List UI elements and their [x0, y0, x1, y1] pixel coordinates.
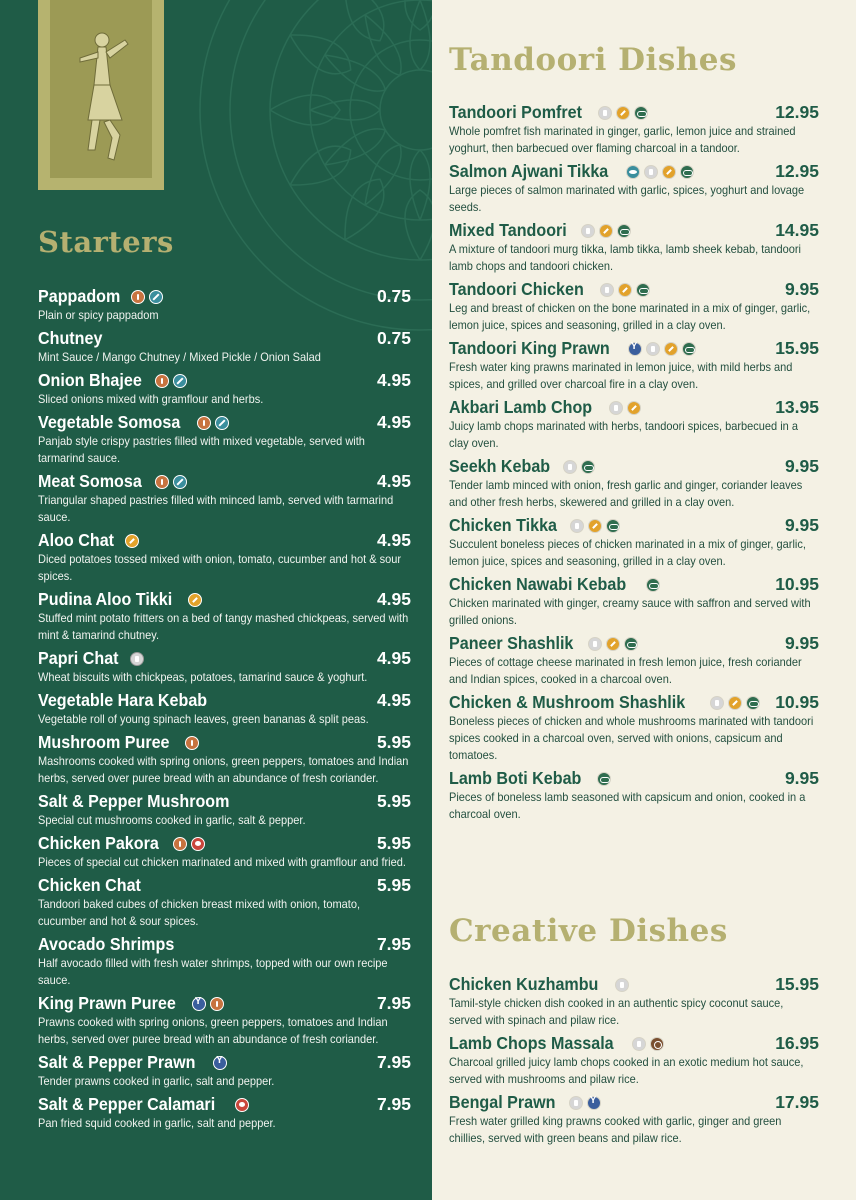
- menu-item-header: [38, 732, 411, 753]
- mild-icon: [624, 637, 638, 651]
- menu-item-description: Mint Sauce / Mango Chutney / Mixed Pickle / Onion Salad: [38, 351, 321, 364]
- milk-icon: [570, 519, 584, 533]
- mustard-icon: [599, 224, 613, 238]
- menu-item: [38, 370, 411, 408]
- menu-item-price: 10.95: [775, 574, 819, 594]
- menu-item-header: [449, 456, 819, 477]
- menu-item-price: 9.95: [784, 768, 819, 788]
- menu-item-price: 7.95: [376, 993, 411, 1013]
- menu-item-description: Fresh water king prawns marinated in lemon juice, with mild herbs and spices, and grilled over charcoal fire in a clay oven.: [449, 361, 793, 391]
- menu-item-price: 5.95: [376, 791, 411, 811]
- dietary-icons: [596, 106, 648, 120]
- menu-item-description: Triangular shaped pastries filled with minced lamb, served with tarmarind sauce.: [38, 494, 394, 524]
- dietary-icons: [153, 475, 187, 489]
- milk-icon: [598, 106, 612, 120]
- mustard-icon: [616, 106, 630, 120]
- menu-item: [38, 286, 411, 324]
- menu-item-name: Lamb Boti Kebab: [449, 768, 582, 788]
- dietary-icons: [123, 534, 139, 548]
- menu-item-header: [449, 397, 819, 418]
- menu-item-name: Chutney: [38, 328, 103, 348]
- soy-icon: [650, 1037, 664, 1051]
- creative-title: Creative Dishes: [449, 913, 728, 949]
- wheat-icon: [131, 290, 145, 304]
- menu-item-description: Large pieces of salmon marinated with garlic, spices, yoghurt and lovage seeds.: [449, 184, 805, 214]
- milk-icon: [569, 1096, 583, 1110]
- menu-item: [449, 397, 819, 452]
- menu-item-name: Akbari Lamb Chop: [449, 397, 593, 417]
- menu-item-description: Boneless pieces of chicken and whole mushrooms marinated with tandoori spices cooked in a charcoal oven, served with onions, capsicum and tomatoes.: [449, 715, 814, 762]
- mild-icon: [646, 578, 660, 592]
- menu-item-price: 16.95: [775, 1033, 819, 1053]
- menu-item-name: Salt & Pepper Mushroom: [38, 791, 230, 811]
- menu-item-description: Plain or spicy pappadom: [38, 309, 159, 322]
- menu-item-header: [38, 648, 411, 669]
- egg-icon: [191, 837, 205, 851]
- dietary-icons: [129, 290, 163, 304]
- menu-item: [449, 102, 819, 157]
- menu-item-name: Tandoori Chicken: [449, 279, 584, 299]
- menu-item-name: Seekh Kebab: [449, 456, 551, 476]
- menu-item-price: 12.95: [775, 161, 819, 181]
- menu-item: [449, 974, 819, 1029]
- dancer-illustration-frame: [38, 0, 164, 190]
- starters-title: Starters: [38, 225, 174, 259]
- menu-item-description: Wheat biscuits with chickpeas, potatoes, tamarind sauce & yoghurt.: [38, 671, 368, 684]
- milk-icon: [600, 283, 614, 297]
- menu-item-description: Vegetable roll of young spinach leaves, green bananas & split peas.: [38, 713, 369, 726]
- mild-icon: [746, 696, 760, 710]
- menu-item-header: [449, 1033, 819, 1054]
- menu-item-header: [449, 279, 819, 300]
- menu-item-header: [449, 974, 819, 995]
- menu-item-header: [38, 471, 411, 492]
- starters-list: [38, 286, 411, 1136]
- fish-icon: [626, 165, 640, 179]
- wheat-icon: [185, 736, 199, 750]
- dietary-icons: [171, 837, 205, 851]
- menu-item-description: Pieces of special cut chicken marinated and mixed with gramflour and fried.: [38, 856, 406, 869]
- menu-item: [38, 934, 411, 989]
- menu-item-price: 15.95: [775, 974, 819, 994]
- milk-icon: [710, 696, 724, 710]
- menu-item-name: Chicken Kuzhambu: [449, 974, 599, 994]
- mild-icon: [634, 106, 648, 120]
- menu-item-price: 5.95: [376, 732, 411, 752]
- menu-item-header: [449, 574, 819, 595]
- menu-item-name: Chicken Tikka: [449, 515, 557, 535]
- menu-item: [449, 1092, 819, 1147]
- menu-item-name: Chicken & Mushroom Shashlik: [449, 692, 686, 712]
- wheat-icon: [197, 416, 211, 430]
- menu-item: [38, 530, 411, 585]
- menu-item-header: [449, 1092, 819, 1113]
- menu-item-price: 14.95: [775, 220, 819, 240]
- menu-item-description: Pieces of cottage cheese marinated in fresh lemon juice, fresh coriander and Indian spices, cooked in a charcoal oven.: [449, 656, 802, 686]
- menu-item-description: Special cut mushrooms cooked in garlic, salt & pepper.: [38, 814, 306, 827]
- shellfish-icon: [192, 997, 206, 1011]
- dietary-icons: [183, 736, 199, 750]
- menu-item-header: [449, 102, 819, 123]
- menu-item: [449, 515, 819, 570]
- menu-item-name: Lamb Chops Massala: [449, 1033, 614, 1053]
- mustard-icon: [606, 637, 620, 651]
- dietary-icons: [233, 1098, 249, 1112]
- menu-item-price: 5.95: [376, 833, 411, 853]
- menu-item-name: Mixed Tandoori: [449, 220, 567, 240]
- menu-item-description: Tamil-style chicken dish cooked in an authentic spicy coconut sauce, served with spinach and pilaw rice.: [449, 997, 784, 1027]
- dietary-icons: [598, 283, 650, 297]
- menu-item-header: [38, 1094, 411, 1115]
- menu-item: [449, 220, 819, 275]
- menu-item-description: Diced potatoes tossed mixed with onion, tomato, cucumber and hot & sour spices.: [38, 553, 402, 583]
- menu-item: [449, 692, 819, 764]
- menu-item-header: [449, 220, 819, 241]
- menu-item-description: Prawns cooked with spring onions, green peppers, tomatoes and Indian herbs, served over puree bread with an abundance of fresh coriander.: [38, 1016, 388, 1046]
- menu-item-header: [449, 515, 819, 536]
- nut-icon: [149, 290, 163, 304]
- menu-item: [38, 1094, 411, 1132]
- mild-icon: [680, 165, 694, 179]
- wheat-icon: [155, 475, 169, 489]
- menu-item-description: Tender lamb minced with onion, fresh garlic and ginger, coriander leaves and other fresh herbs, skewered and grilled in a clay oven.: [449, 479, 803, 509]
- mustard-icon: [188, 593, 202, 607]
- menu-item: [38, 589, 411, 644]
- menu-item-price: 10.95: [775, 692, 819, 712]
- menu-item-header: [38, 791, 411, 812]
- wheat-icon: [155, 374, 169, 388]
- shellfish-icon: [628, 342, 642, 356]
- egg-icon: [235, 1098, 249, 1112]
- menu-item-header: [38, 370, 411, 391]
- dietary-icons: [561, 460, 595, 474]
- mustard-icon: [588, 519, 602, 533]
- dietary-icons: [190, 997, 224, 1011]
- menu-item-price: 7.95: [376, 934, 411, 954]
- menu-item-price: 9.95: [784, 633, 819, 653]
- mustard-icon: [618, 283, 632, 297]
- menu-item-price: 13.95: [775, 397, 819, 417]
- menu-item-price: 5.95: [376, 875, 411, 895]
- menu-item-header: [449, 692, 819, 713]
- menu-item-header: [38, 589, 411, 610]
- menu-item-name: King Prawn Puree: [38, 993, 176, 1013]
- milk-icon: [646, 342, 660, 356]
- menu-item: [38, 732, 411, 787]
- menu-item: [449, 768, 819, 823]
- menu-item-description: Chicken marinated with ginger, creamy sauce with saffron and served with grilled onions.: [449, 597, 811, 627]
- menu-item-price: 7.95: [376, 1094, 411, 1114]
- menu-item-header: [38, 875, 411, 896]
- mild-icon: [636, 283, 650, 297]
- menu-item-name: Salt & Pepper Prawn: [38, 1052, 196, 1072]
- menu-item-name: Tandoori Pomfret: [449, 102, 582, 122]
- menu-item: [38, 833, 411, 871]
- menu-item: [38, 648, 411, 686]
- menu-item-name: Tandoori King Prawn: [449, 338, 610, 358]
- menu-item-name: Vegetable Hara Kebab: [38, 690, 208, 710]
- dietary-icons: [586, 637, 638, 651]
- milk-icon: [130, 652, 144, 666]
- dietary-icons: [128, 652, 144, 666]
- menu-item-description: Succulent boneless pieces of chicken marinated in a mix of ginger, garlic, lemon juice, spices and seasoning, grilled in a clay oven.: [449, 538, 806, 568]
- menu-item-price: 4.95: [376, 471, 411, 491]
- menu-item-header: [38, 993, 411, 1014]
- menu-item-header: [38, 286, 411, 307]
- mustard-icon: [664, 342, 678, 356]
- menu-item-description: Mashrooms cooked with spring onions, green peppers, tomatoes and Indian herbs, served over puree bread with an abundance of fresh coriander.: [38, 755, 409, 785]
- dietary-icons: [626, 342, 696, 356]
- menu-item-price: 0.75: [376, 286, 411, 306]
- menu-item-name: Chicken Nawabi Kebab: [449, 574, 627, 594]
- menu-item: [38, 412, 411, 467]
- menu-item-name: Chicken Pakora: [38, 833, 159, 853]
- menu-item-header: [38, 328, 411, 349]
- mustard-icon: [728, 696, 742, 710]
- menu-item-price: 9.95: [784, 456, 819, 476]
- menu-item: [449, 456, 819, 511]
- menu-item-name: Bengal Prawn: [449, 1092, 556, 1112]
- milk-icon: [609, 401, 623, 415]
- menu-item-description: Half avocado filled with fresh water shrimps, topped with our own recipe sauce.: [38, 957, 388, 987]
- menu-item: [449, 1033, 819, 1088]
- tandoori-list: [449, 102, 819, 827]
- menu-item-price: 4.95: [376, 530, 411, 550]
- menu-item-header: [38, 934, 411, 955]
- menu-item-header: [38, 530, 411, 551]
- menu-item: [38, 875, 411, 930]
- menu-item-name: Salt & Pepper Calamari: [38, 1094, 216, 1114]
- menu-item: [38, 1052, 411, 1090]
- menu-item-price: 4.95: [376, 648, 411, 668]
- menu-item-description: Pieces of boneless lamb seasoned with capsicum and onion, cooked in a charcoal oven.: [449, 791, 806, 821]
- menu-item-name: Pappadom: [38, 286, 121, 306]
- menu-item-name: Papri Chat: [38, 648, 119, 668]
- menu-item-name: Pudina Aloo Tikki: [38, 589, 173, 609]
- menu-item-name: Aloo Chat: [38, 530, 115, 550]
- menu-item: [449, 338, 819, 393]
- menu-item-description: Stuffed mint potato fritters on a bed of tangy mashed chickpeas, served with mint & tamarind chutney.: [38, 612, 409, 642]
- dancer-illustration: [50, 0, 152, 178]
- creative-list: [449, 974, 819, 1151]
- dietary-icons: [567, 1096, 601, 1110]
- menu-item-header: [449, 161, 819, 182]
- menu-item: [38, 471, 411, 526]
- mustard-icon: [662, 165, 676, 179]
- nut-icon: [215, 416, 229, 430]
- menu-item-description: Leg and breast of chicken on the bone marinated in a mix of ginger, garlic, lemon juice, spices and seasoning, grilled in a clay oven.: [449, 302, 811, 332]
- menu-item-name: Chicken Chat: [38, 875, 141, 895]
- menu-item-header: [38, 412, 411, 433]
- menu-item-price: 12.95: [775, 102, 819, 122]
- dietary-icons: [195, 416, 229, 430]
- menu-item-price: 17.95: [775, 1092, 819, 1112]
- menu-item-description: Juicy lamb chops marinated with herbs, tandoori spices, barbecued in a clay oven.: [449, 420, 798, 450]
- mustard-icon: [125, 534, 139, 548]
- shellfish-icon: [213, 1056, 227, 1070]
- milk-icon: [615, 978, 629, 992]
- dietary-icons: [186, 593, 202, 607]
- dietary-icons: [624, 165, 694, 179]
- milk-icon: [632, 1037, 646, 1051]
- menu-item: [449, 161, 819, 216]
- dietary-icons: [607, 401, 641, 415]
- wheat-icon: [210, 997, 224, 1011]
- menu-item-price: 4.95: [376, 690, 411, 710]
- dietary-icons: [579, 224, 631, 238]
- menu-item-price: 15.95: [775, 338, 819, 358]
- menu-item-description: Fresh water grilled king prawns cooked with garlic, ginger and green chillies, served with green beans and pilaw rice.: [449, 1115, 782, 1145]
- menu-item: [449, 574, 819, 629]
- menu-item-price: 4.95: [376, 412, 411, 432]
- milk-icon: [563, 460, 577, 474]
- mild-icon: [617, 224, 631, 238]
- dietary-icons: [613, 978, 629, 992]
- menu-item: [449, 279, 819, 334]
- menu-item-description: Tandoori baked cubes of chicken breast mixed with onion, tomato, cucumber and hot & sour spices.: [38, 898, 361, 928]
- dietary-icons: [630, 1037, 664, 1051]
- menu-item-name: Meat Somosa: [38, 471, 142, 491]
- menu-item-header: [449, 338, 819, 359]
- menu-item: [449, 633, 819, 688]
- menu-item-name: Mushroom Puree: [38, 732, 170, 752]
- menu-item-description: Whole pomfret fish marinated in ginger, garlic, lemon juice and strained yoghurt, then barbecued over flaming charcoal in a tandoor.: [449, 125, 796, 155]
- nut-icon: [173, 475, 187, 489]
- menu-item-description: Panjab style crispy pastries filled with mixed vegetable, served with tarmarind sauce.: [38, 435, 365, 465]
- menu-item-name: Vegetable Somosa: [38, 412, 181, 432]
- menu-item-description: Charcoal grilled juicy lamb chops cooked in an exotic medium hot sauce, served with mushrooms and pilaw rice.: [449, 1056, 804, 1086]
- dietary-icons: [595, 772, 611, 786]
- menu-item-price: 4.95: [376, 589, 411, 609]
- menu-item: [38, 993, 411, 1048]
- menu-item: [38, 690, 411, 728]
- menu-item-header: [38, 690, 411, 711]
- dietary-icons: [211, 1056, 227, 1070]
- dietary-icons: [568, 519, 620, 533]
- menu-item-header: [449, 768, 819, 789]
- dietary-icons: [708, 696, 760, 710]
- mild-icon: [606, 519, 620, 533]
- dietary-icons: [153, 374, 187, 388]
- mild-icon: [597, 772, 611, 786]
- dietary-icons: [644, 578, 660, 592]
- menu-item-price: 7.95: [376, 1052, 411, 1072]
- menu-item-name: Salmon Ajwani Tikka: [449, 161, 609, 181]
- shellfish-icon: [587, 1096, 601, 1110]
- menu-item-description: A mixture of tandoori murg tikka, lamb tikka, lamb sheek kebab, tandoori lamb chops and tandoori chicken.: [449, 243, 802, 273]
- menu-item-price: 9.95: [784, 279, 819, 299]
- dancer-icon: [50, 0, 152, 178]
- menu-item-description: Pan fried squid cooked in garlic, salt and pepper.: [38, 1117, 276, 1130]
- menu-item-header: [449, 633, 819, 654]
- menu-item-price: 4.95: [376, 370, 411, 390]
- menu-item-price: 0.75: [376, 328, 411, 348]
- menu-item-price: 9.95: [784, 515, 819, 535]
- menu-item-description: Tender prawns cooked in garlic, salt and pepper.: [38, 1075, 275, 1088]
- nut-icon: [173, 374, 187, 388]
- menu-item-description: Sliced onions mixed with gramflour and herbs.: [38, 393, 264, 406]
- mild-icon: [581, 460, 595, 474]
- tandoori-title: Tandoori Dishes: [449, 42, 737, 78]
- milk-icon: [588, 637, 602, 651]
- menu-item-header: [38, 833, 411, 854]
- menu-item: [38, 791, 411, 829]
- mild-icon: [682, 342, 696, 356]
- mustard-icon: [627, 401, 641, 415]
- menu-item-header: [38, 1052, 411, 1073]
- menu-item-name: Onion Bhajee: [38, 370, 142, 390]
- menu-item: [38, 328, 411, 366]
- milk-icon: [581, 224, 595, 238]
- menu-item-name: Avocado Shrimps: [38, 934, 175, 954]
- wheat-icon: [173, 837, 187, 851]
- milk-icon: [644, 165, 658, 179]
- menu-item-name: Paneer Shashlik: [449, 633, 574, 653]
